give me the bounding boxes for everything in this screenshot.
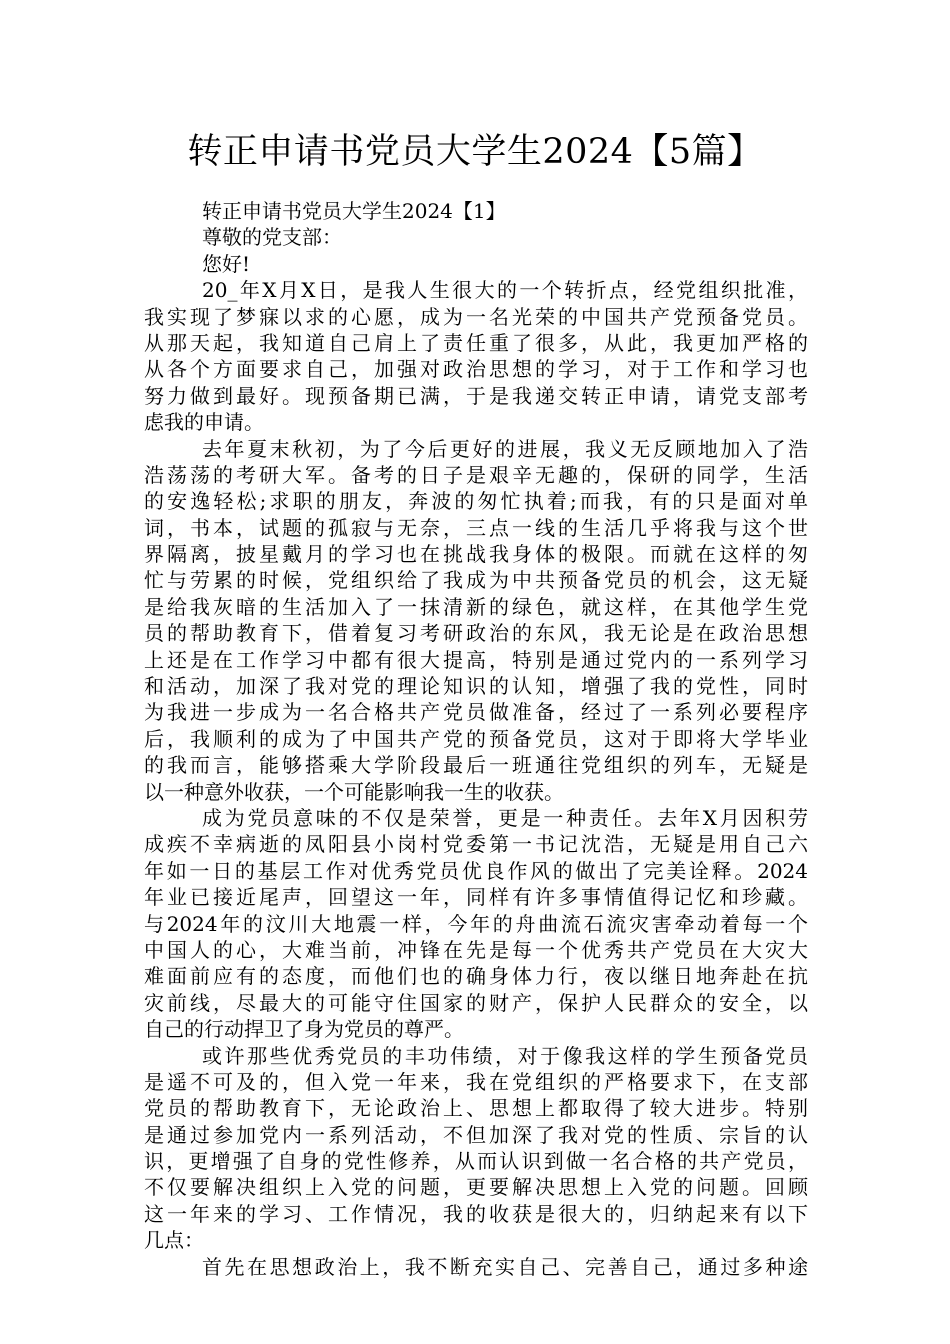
text-line: 以一种意外收获，一个可能影响我一生的收获。 (144, 779, 564, 804)
document-title: 转正申请书党员大学生2024【5篇】 (187, 132, 763, 172)
text-line: 中国人的心，大难当前，冲锋在先是每一个优秀共产党员在大灾大 (144, 937, 808, 962)
text-line: 这一年来的学习、工作情况，我的收获是很大的，归纳起来有以下 (144, 1201, 808, 1226)
text-line: 几点： (144, 1228, 204, 1253)
text-line: 虑我的申请。 (144, 410, 264, 435)
text-line: 年业已接近尾声，回望这一年，同样有许多事情值得记忆和珍藏。 (144, 885, 808, 910)
text-line: 您好! (202, 251, 251, 276)
text-line: 不仅要解决组织上入党的问题，更要解决思想上入党的问题。回顾 (144, 1175, 808, 1200)
text-line: 转正申请书党员大学生2024【1】 (202, 199, 506, 223)
text-line: 是给我灰暗的生活加入了一抹清新的绿色，就这样，在其他学生党 (144, 594, 808, 619)
text-line: 是遥不可及的，但入党一年来，我在党组织的严格要求下，在支部 (144, 1069, 808, 1094)
text-line: 20_年X月X日，是我人生很大的一个转折点，经党组织批准， (202, 278, 808, 303)
text-line: 的安逸轻松;求职的朋友，奔波的匆忙执着;而我，有的只是面对单 (144, 489, 808, 514)
text-line: 党员的帮助教育下，无论政治上、思想上都取得了较大进步。特别 (144, 1096, 808, 1121)
text-line: 是通过参加党内一系列活动，不但加深了我对党的性质、宗旨的认 (144, 1122, 808, 1147)
text-line: 后，我顺利的成为了中国共产党的预备党员，这对于即将大学毕业 (144, 726, 808, 751)
text-line: 从那天起，我知道自己肩上了责任重了很多，从此，我更加严格的 (144, 330, 808, 355)
text-line: 从各个方面要求自己，加强对政治思想的学习，对于工作和学习也 (144, 357, 808, 382)
text-line: 的我而言，能够搭乘大学阶段最后一班通往党组织的列车，无疑是 (144, 753, 808, 778)
document-body (144, 198, 808, 1280)
text-line: 上还是在工作学习中都有很大提高，特别是通过党内的一系列学习 (144, 647, 808, 672)
text-line: 自己的行动捍卫了身为党员的尊严。 (144, 1017, 464, 1042)
text-line: 界隔离，披星戴月的学习也在挑战我身体的极限。而就在这样的匆 (144, 542, 808, 567)
text-line: 尊敬的党支部： (202, 225, 342, 250)
text-line: 或许那些优秀党员的丰功伟绩，对于像我这样的学生预备党员 (202, 1043, 808, 1068)
text-line: 难面前应有的态度，而他们也的确身体力行，夜以继日地奔赴在抗 (144, 964, 808, 989)
text-line: 浩荡荡的考研大军。备考的日子是艰辛无趣的，保研的同学，生活 (144, 462, 808, 487)
text-line: 年如一日的基层工作对优秀党员优良作风的做出了完美诠释。2024 (144, 858, 808, 883)
text-line: 词，书本，试题的孤寂与无奈，三点一线的生活几乎将我与这个世 (144, 515, 808, 540)
text-line: 成为党员意味的不仅是荣誉，更是一种责任。去年X月因积劳 (202, 805, 808, 830)
text-line: 与2024年的汶川大地震一样，今年的舟曲流石流灾害牵动着每一个 (144, 911, 808, 936)
text-line: 我实现了梦寐以求的心愿，成为一名光荣的中国共产党预备党员。 (144, 304, 808, 329)
text-line: 去年夏末秋初，为了今后更好的进展，我义无反顾地加入了浩 (202, 436, 808, 461)
text-line: 成疾不幸病逝的凤阳县小岗村党委第一书记沈浩，无疑是用自己六 (144, 832, 808, 857)
text-line: 努力做到最好。现预备期已满，于是我递交转正申请，请党支部考 (144, 383, 808, 408)
text-line: 识，更增强了自身的党性修养，从而认识到做一名合格的共产党员， (144, 1149, 808, 1174)
text-line: 为我进一步成为一名合格共产党员做准备，经过了一系列必要程序 (144, 700, 808, 725)
text-line: 灾前线，尽最大的可能守住国家的财产，保护人民群众的安全，以 (144, 990, 808, 1015)
text-line: 员的帮助教育下，借着复习考研政治的东风，我无论是在政治思想 (144, 621, 808, 646)
text-line: 忙与劳累的时候，党组织给了我成为中共预备党员的机会，这无疑 (144, 568, 808, 593)
text-line: 首先在思想政治上，我不断充实自己、完善自己，通过多种途 (202, 1254, 808, 1279)
text-line: 和活动，加深了我对党的理论知识的认知，增强了我的党性，同时 (144, 674, 808, 699)
